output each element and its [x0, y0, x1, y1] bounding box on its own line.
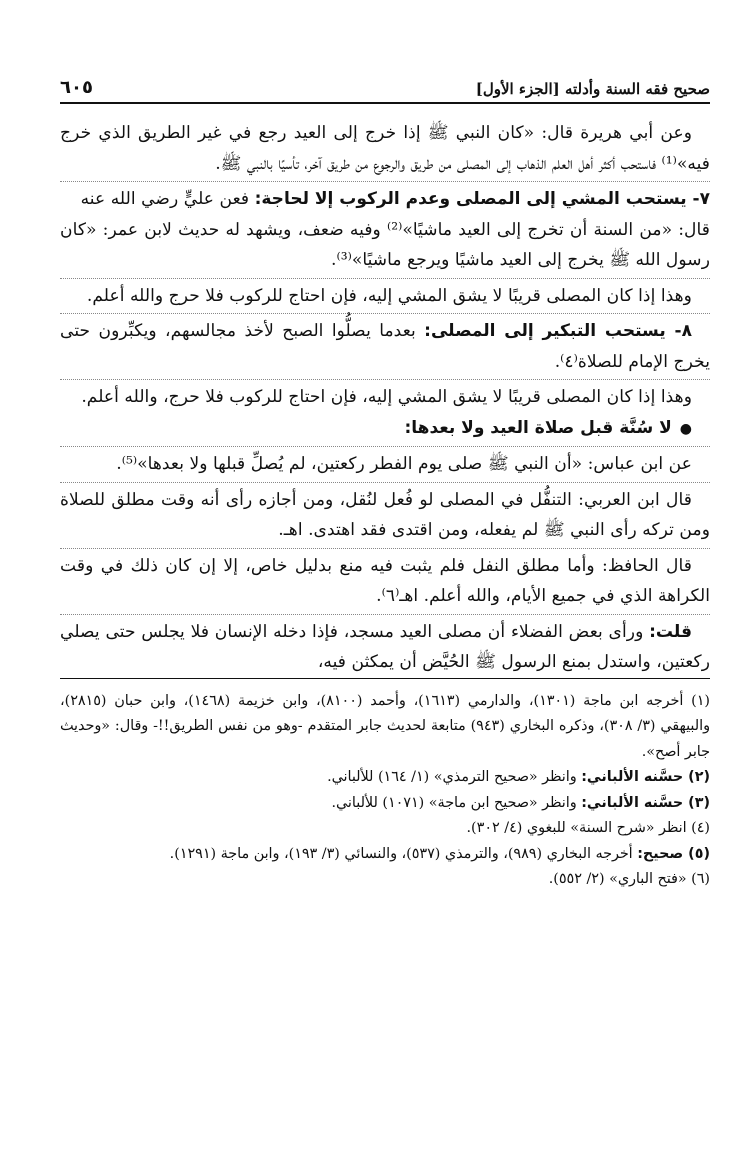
footnote-5-text: أخرجه البخاري (٩٨٩)، والترمذي (٥٣٧)، والنسائي (٣/ ١٩٣)، وابن ماجة (١٢٩١). — [169, 845, 638, 862]
divider — [60, 181, 710, 182]
divider — [60, 482, 710, 483]
footnote-4: (٤) انظر «شرح السنة» للبغوي (٤/ ٣٠٢). — [466, 820, 710, 836]
heading-walking-label: ٧- يستحب المشي إلى المصلى وعدم الركوب إلا لحاجة: — [254, 189, 710, 209]
bullet-icon: ● — [679, 420, 692, 437]
footnote-3 — [60, 791, 710, 817]
footnote-6: (٦) «فتح الباري» (٢/ ٥٥٢). — [548, 871, 710, 887]
qultu-label: قلت: — [649, 621, 692, 642]
paragraph-abu-hurayra: وعن أبي هريرة قال: «كان النبي ﷺ إذا خرج إلى العيد رجع في غير الطريق الذي خرج فيه»⁽¹⁾ فاستحب أكثر أهل العلم الذهاب إلى المصلى من طريق والرجوع من طريق آخر، تأسيًا بالنبي ﷺ. — [60, 123, 710, 174]
heading-early-label: ٨- يستحب التبكير إلى المصلى: — [424, 321, 692, 341]
divider — [60, 379, 710, 380]
paragraph-ibn-alarabi: قال ابن العربي: التنفُّل في المصلى لو فُعل لنُقل، ومن أجازه رأى أنه وقت مطلق للصلاة ومن تركه رأى النبي ﷺ لم يفعله، ومن اقتدى فقد اهتدى. اهـ. — [60, 489, 710, 540]
divider — [60, 614, 710, 615]
main-text — [60, 118, 710, 679]
footnotes — [60, 689, 710, 893]
book-page — [60, 70, 710, 893]
heading-early — [60, 316, 710, 377]
paragraph-alhafiz: قال الحافظ: وأما مطلق النفل فلم يثبت فيه منع بدليل خاص، إلا إن كان ذلك في وقت الكراهة الذي في جميع الأيام، والله أعلم. اهـ⁽٦⁾. — [60, 555, 710, 606]
page-number: ٦٠٥ — [60, 77, 93, 98]
paragraph-qultu — [60, 617, 710, 679]
footnote-2 — [60, 765, 710, 791]
running-title: صحيح فقه السنة وأدلته [الجزء الأول] — [475, 80, 710, 98]
paragraph-riding-note: وهذا إذا كان المصلى قريبًا لا يشق المشي إليه، فإن احتاج للركوب فلا حرج والله أعلم. — [86, 285, 692, 306]
footnote-2-text: وانظر «صحيح الترمذي» (١/ ١٦٤) للألباني. — [327, 769, 582, 785]
heading-walking-text: فعن عليٍّ رضي الله عنه — [80, 189, 255, 209]
section-heading-text: لا سُنَّة قبل صلاة العيد ولا بعدها: — [404, 417, 672, 438]
footnote-1: (١) أخرجه ابن ماجة (١٣٠١)، والدارمي (١٦١٣)، وأحمد (٨١٠٠)، وابن خزيمة (١٤٦٨)، وابن حبان (٢٨١٥)، والبيهقي (٣/ ٣٠٨)، وذكره البخاري (٩٤٣) متابعة لحديث جابر المتقدم -وهو من نفس الطريق!!- وقال: «وحديث جابر أصح». — [60, 692, 710, 760]
heading-early-text: بعدما يصلُّوا الصبح لأخذ مجالسهم، ويكبِّرون حتى يخرج الإمام للصلاة⁽٤⁾. — [60, 321, 710, 372]
divider — [60, 548, 710, 549]
footnote-5-grade: (٥) صحيح: — [637, 845, 710, 862]
paragraph-riding-note-2: وهذا إذا كان المصلى قريبًا لا يشق المشي إليه، فإن احتاج للركوب فلا حرج، والله أعلم. — [81, 387, 692, 407]
paragraph-ali-hadith: قال: «من السنة أن تخرج إلى العيد ماشيًا»⁽²⁾ وفيه ضعف، ويشهد له حديث لابن عمر: «كان رسول الله ﷺ يخرج إلى العيد ماشيًا ويرجع ماشيًا»⁽³⁾. — [60, 219, 710, 270]
qultu-text: ورأى بعض الفضلاء أن مصلى العيد مسجد، فإذا دخله الإنسان فلا يجلس حتى يصلي ركعتين، واستدل بمنع الرسول ﷺ الحُيَّض أن يمكثن فيه، — [60, 621, 710, 672]
page-header — [60, 70, 710, 104]
footnote-3-text: وانظر «صحيح ابن ماجة» (١٠٧١) للألباني. — [331, 794, 582, 811]
footnote-5 — [60, 842, 710, 868]
heading-walking — [60, 184, 710, 215]
footnote-3-grade: (٣) حسَّنه الألباني: — [581, 794, 710, 811]
divider — [60, 446, 710, 447]
divider — [60, 313, 710, 314]
divider — [60, 278, 710, 279]
paragraph-ibn-abbas: عن ابن عباس: «أن النبي ﷺ صلى يوم الفطر ركعتين، لم يُصلِّ قبلها ولا بعدها»⁽⁵⁾. — [116, 454, 692, 474]
section-heading — [60, 413, 710, 445]
footnote-2-grade: (٢) حسَّنه الألباني: — [581, 769, 710, 785]
